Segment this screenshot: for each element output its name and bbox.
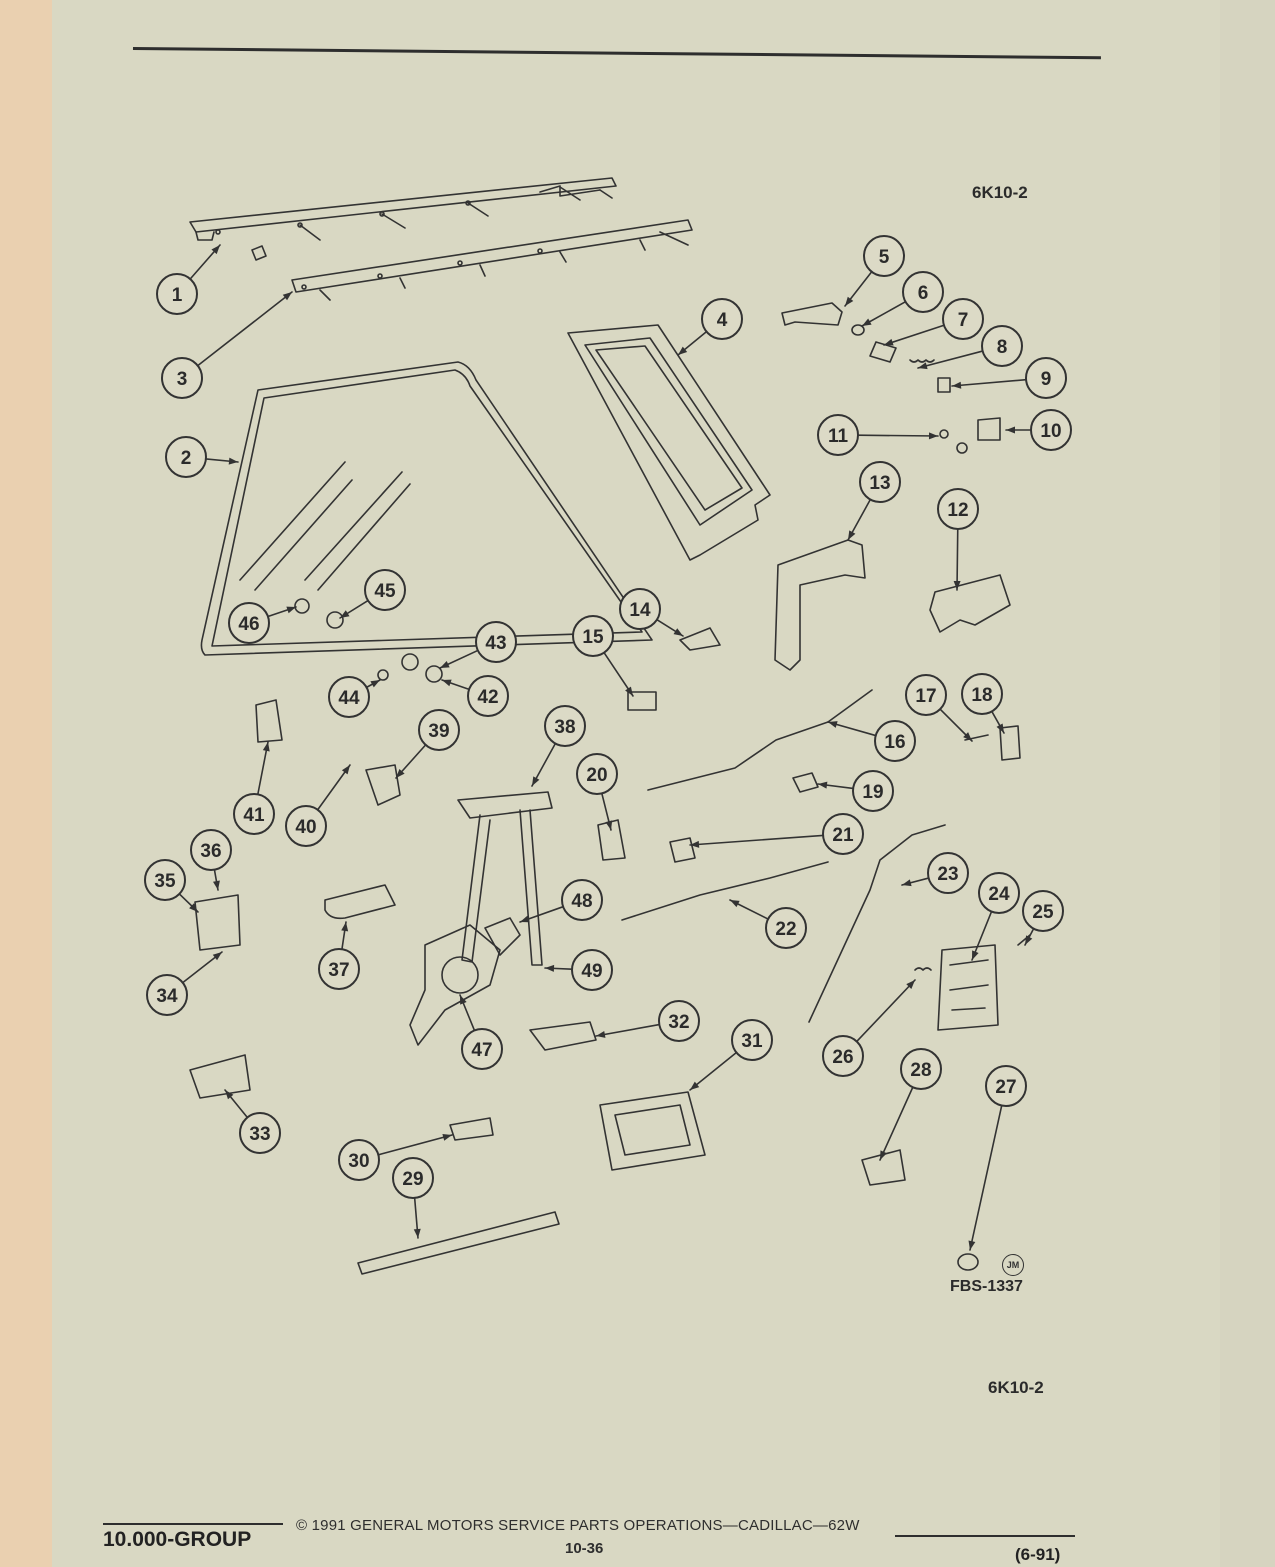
leader-line-11: [858, 435, 938, 436]
callout-number-27: 27: [995, 1077, 1017, 1098]
copyright-line: © 1991 GENERAL MOTORS SERVICE PARTS OPERATIONS—CADILLAC—62W: [296, 1517, 860, 1534]
callout-number-44: 44: [338, 688, 360, 709]
callout-number-40: 40: [295, 817, 317, 838]
illustrator-stamp: JM: [1002, 1254, 1024, 1276]
footer-rule-left: [103, 1523, 283, 1525]
leader-arrow-41: [263, 742, 270, 752]
callout-number-13: 13: [869, 473, 891, 494]
callout-number-8: 8: [996, 337, 1008, 358]
callout-number-21: 21: [832, 825, 854, 846]
callout-number-33: 33: [249, 1124, 271, 1145]
callout-number-22: 22: [775, 919, 797, 940]
callout-number-39: 39: [428, 721, 450, 742]
leader-arrow-23: [902, 879, 912, 886]
leader-arrow-28: [880, 1150, 887, 1160]
leader-line-9: [952, 380, 1026, 386]
leader-arrow-36: [213, 881, 220, 890]
callout-number-20: 20: [586, 765, 608, 786]
leader-arrow-6: [862, 319, 872, 326]
callout-number-11: 11: [827, 426, 849, 447]
leader-arrow-40: [342, 765, 350, 774]
callout-number-7: 7: [957, 310, 969, 331]
leader-arrow-30: [442, 1134, 452, 1141]
callout-number-2: 2: [180, 448, 192, 469]
leader-arrow-16: [828, 721, 838, 728]
leader-line-27: [970, 1106, 1002, 1250]
footer-rule-right: [895, 1535, 1075, 1537]
leader-arrow-13: [848, 530, 855, 540]
callout-number-25: 25: [1032, 902, 1054, 923]
callout-number-10: 10: [1040, 421, 1062, 442]
callout-number-9: 9: [1040, 369, 1052, 390]
leader-arrow-22: [730, 900, 740, 907]
callout-number-41: 41: [243, 805, 265, 826]
callout-number-32: 32: [668, 1012, 690, 1033]
leader-arrow-8: [918, 362, 928, 369]
leader-line-7: [884, 325, 944, 345]
leader-line-28: [880, 1087, 913, 1160]
callout-number-15: 15: [582, 627, 604, 648]
leader-arrow-32: [596, 1031, 605, 1038]
figure-ref-top: 6K10-2: [972, 183, 1028, 202]
leader-line-12: [957, 529, 958, 590]
leader-arrow-38: [532, 776, 539, 786]
leader-arrow-37: [341, 922, 348, 931]
figure-ref-bottom: 6K10-2: [988, 1378, 1044, 1397]
leader-arrow-10: [1006, 427, 1015, 434]
leader-arrow-43: [440, 661, 450, 668]
leader-line-8: [918, 351, 983, 368]
callout-number-16: 16: [884, 732, 906, 753]
callout-number-14: 14: [629, 600, 651, 621]
callout-number-47: 47: [471, 1040, 493, 1061]
leader-arrow-24: [972, 950, 979, 960]
leader-arrow-14: [674, 628, 683, 636]
leader-arrow-46: [286, 607, 296, 614]
leader-arrow-47: [460, 995, 467, 1005]
leader-arrow-42: [442, 680, 452, 687]
callout-number-12: 12: [947, 500, 969, 521]
leader-line-30: [378, 1135, 452, 1155]
callout-number-46: 46: [238, 614, 260, 635]
callout-number-1: 1: [171, 285, 183, 306]
callout-number-18: 18: [971, 685, 993, 706]
figure-code: FBS-1337: [950, 1278, 1023, 1295]
callout-number-42: 42: [477, 687, 499, 708]
callout-number-45: 45: [374, 581, 396, 602]
callout-number-5: 5: [878, 247, 890, 268]
callout-number-31: 31: [741, 1031, 763, 1052]
leader-arrow-11: [929, 432, 938, 439]
leader-arrow-44: [370, 680, 380, 687]
callout-number-17: 17: [915, 686, 937, 707]
leader-line-32: [596, 1025, 659, 1036]
callout-number-35: 35: [154, 871, 176, 892]
callout-number-19: 19: [862, 782, 884, 803]
callout-number-26: 26: [832, 1047, 854, 1068]
leader-line-21: [690, 835, 823, 845]
callout-number-43: 43: [485, 633, 507, 654]
date-code: (6-91): [1015, 1545, 1061, 1564]
callout-number-49: 49: [581, 961, 603, 982]
callout-number-3: 3: [176, 369, 188, 390]
callout-number-34: 34: [156, 986, 178, 1007]
callout-number-4: 4: [716, 310, 728, 331]
callout-number-48: 48: [571, 891, 593, 912]
callout-number-6: 6: [917, 283, 929, 304]
leader-arrow-7: [884, 339, 894, 346]
leader-arrow-19: [818, 782, 827, 789]
callout-number-28: 28: [910, 1060, 932, 1081]
page-number: 10-36: [565, 1540, 604, 1557]
leader-arrow-15: [625, 687, 633, 696]
callout-number-38: 38: [554, 717, 576, 738]
leader-arrow-25: [1025, 935, 1032, 945]
leader-line-26: [857, 980, 915, 1041]
callout-number-29: 29: [402, 1169, 424, 1190]
callout-number-23: 23: [937, 864, 959, 885]
callout-number-37: 37: [328, 960, 350, 981]
leader-line-3: [198, 292, 292, 366]
group-label: 10.000-GROUP: [103, 1528, 252, 1551]
callout-number-30: 30: [348, 1151, 370, 1172]
callout-number-36: 36: [200, 841, 222, 862]
leader-arrow-49: [545, 965, 554, 972]
callout-number-24: 24: [988, 884, 1010, 905]
